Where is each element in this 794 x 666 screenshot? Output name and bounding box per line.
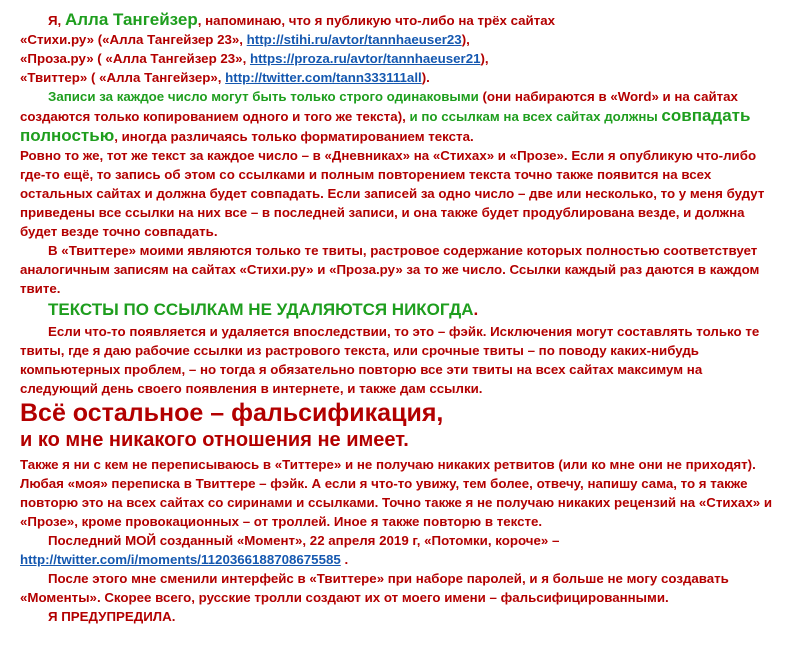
- stihi-suffix: ),: [461, 32, 470, 47]
- final-warning: Я ПРЕДУПРЕДИЛА.: [48, 609, 176, 624]
- intro-ya: Я,: [48, 13, 65, 28]
- document-page: [20, 10, 780, 626]
- twitter-link[interactable]: http://twitter.com/tann333111all: [225, 70, 422, 85]
- twitter-line: [20, 68, 780, 87]
- moment-link[interactable]: http://twitter.com/i/moments/1120366188708675585: [20, 552, 341, 567]
- intro-line: [20, 10, 780, 30]
- stihi-prefix: «Стихи.ру» («Алла Тангейзер 23»,: [20, 32, 247, 47]
- proza-prefix: «Проза.ру» ( «Алла Тангейзер 23»,: [20, 51, 250, 66]
- para-identical-records: [20, 87, 780, 146]
- para-no-correspondence: Также я ни с кем не переписываюсь в «Титтере» и не получаю никаких ретвитов (или ко мне они не приходят). Любая «моя» переписка в Твиттере – фэйк. А если я что-то увижу, тем более, отвечу, напишу сама, то я также повторю это на всех сайтах со сиринами и ссылками. Точно также я не получаю никаких рецензий на «Стихах» и «Прозе», кроме провокационных – от троллей. Иное я также повторю в тексте.: [20, 457, 772, 529]
- intro-after-name: , напоминаю, что я публикую что-либо на трёх сайтах: [197, 13, 556, 28]
- proza-link[interactable]: https://proza.ru/avtor/tannhaeuser21: [249, 51, 481, 66]
- proza-line: [20, 49, 780, 68]
- para-diaries: Ровно то же, тот же текст за каждое число – в «Дневниках» на «Стихах» и «Прозе». Если я опубликую что-либо где-то ещё, то запись об этом со ссылками и полным повторением текста точно также появится на всех остальных сайтах и должна будет совпадать. Если записей за одно число – две или несколько, то у меня будут приведены все ссылки на них все – в последней записи, и она также будет продублирована везде, и должна будет везде точно совпадать.: [20, 148, 765, 239]
- moment-line: Последний МОЙ созданный «Момент», 22 апреля 2019 г, «Потомки, короче» –: [48, 533, 560, 548]
- para1-green: Записи за каждое число могут быть только строго одинаковыми: [48, 89, 479, 104]
- stihi-line: [20, 30, 780, 49]
- twitter-prefix: «Твиттер» ( «Алла Тангейзер»,: [20, 70, 226, 85]
- para-interface-changed: После этого мне сменили интерфейс в «Твиттере» при наборе паролей, и я больше не могу создавать «Моменты». Скорее всего, русские тролли создают их от моего имени – фальсифицированными.: [20, 571, 729, 605]
- para-fakes: Если что-то появляется и удаляется впоследствии, то это – фэйк. Исключения могут составлять только те твиты, где я даю рабочие ссылки из растрового текста, или срочные твиты – по поводу каких-нибудь компьютерных проблем, – но тогда я обязательно повторю все эти твиты на всех сайтах максимум на следующий день своего появления в интернете, и также дам ссылки.: [20, 324, 760, 396]
- para-twitter: В «Твиттере» моими являются только те твиты, растровое содержание которых полностью соответствует аналогичным записям на сайтах «Стихи.ру» и «Проза.ру» за то же число. Ссылки каждый раз даются в каждом твите.: [20, 243, 760, 296]
- green-caps-text: ТЕКСТЫ ПО ССЫЛКАМ НЕ УДАЛЯЮТСЯ НИКОГДА: [48, 300, 474, 319]
- moment-link-line: [20, 550, 780, 569]
- author-name: Алла Тангейзер: [64, 10, 198, 29]
- green-caps-dot: .: [473, 300, 479, 319]
- twitter-suffix: ).: [421, 70, 430, 85]
- para1-big-green: совпадать полностью: [20, 106, 751, 145]
- proza-suffix: ),: [480, 51, 489, 66]
- para1-red: (они набираются в «Word» и на сайтах создаются только копированием одного и того же текста),: [20, 89, 738, 124]
- para1-green2: и по ссылкам на всех сайтах должны: [409, 109, 662, 124]
- texts-not-deleted-notice: [20, 298, 780, 322]
- stihi-link[interactable]: http://stihi.ru/avtor/tannhaeuser23: [246, 32, 462, 47]
- para1-red2: , иногда различаясь только форматированием текста.: [114, 129, 474, 144]
- heading-falsification: Всё остальное – фальсификация,: [20, 399, 444, 427]
- heading-no-relation: и ко мне никакого отношения не имеет.: [20, 429, 409, 451]
- moment-suffix: .: [340, 552, 349, 567]
